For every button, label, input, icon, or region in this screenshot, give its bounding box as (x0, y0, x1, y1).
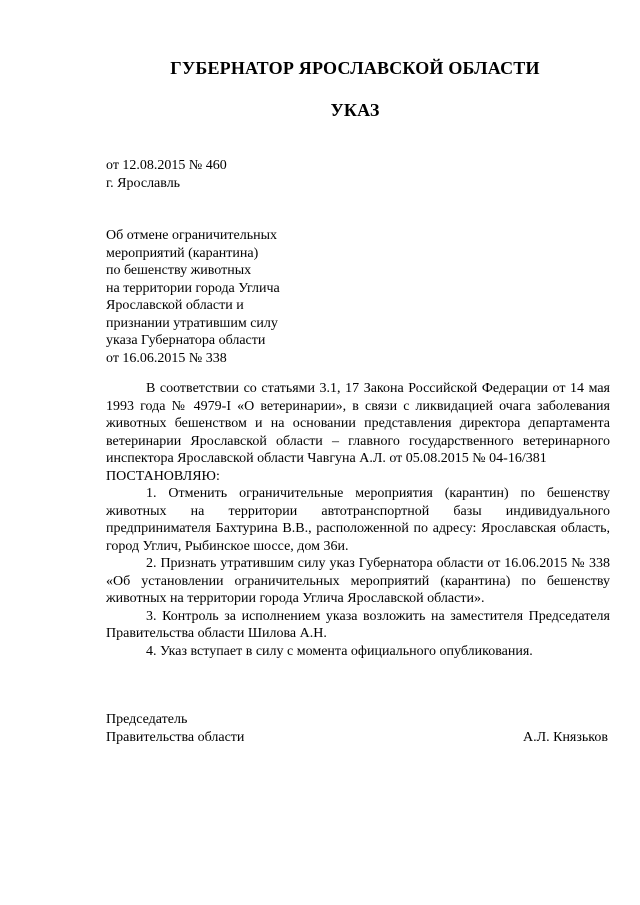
signatory-name: А.Л. Князьков (523, 730, 608, 745)
subject-line: на территории города Углича (106, 280, 280, 296)
document-meta (106, 157, 227, 193)
subject-line: Ярославской области и (106, 298, 244, 313)
decree-item-2: 2. Признать утратившим силу указ Губернатора области от 16.06.2015 № 338 «Об установлении ограничительных мероприятий (карантина) по бешенству животных на территории города Углича Ярославской области». (106, 556, 610, 606)
signatory-position-line: Председатель (106, 712, 188, 727)
preamble-paragraph: В соответствии со статьями 3.1, 17 Закона Российской Федерации от 14 мая 1993 года № 4979-I «О ветеринарии», в связи с ликвидацией очага заболевания животных бешенством и на основании представления директора департамента ветеринарии Ярославской области – главного государственного ветеринарного инспектора Ярославской области Чавгуна А.Л. от 05.08.2015 № 04-16/381 (106, 381, 610, 466)
signatory-position (106, 711, 244, 747)
decree-subject (106, 227, 280, 367)
date-and-number: от 12.08.2015 № 460 (106, 158, 227, 173)
subject-line: от 16.06.2015 № 338 (106, 350, 227, 366)
issue-city: г. Ярославль (106, 176, 181, 191)
subject-line: по бешенству животных (106, 263, 252, 278)
subject-line: признании утратившим силу (106, 315, 278, 331)
subject-line: указа Губернатора области (106, 333, 266, 348)
document-type-heading: УКАЗ (330, 100, 380, 120)
issuing-authority-heading: ГУБЕРНАТОР ЯРОСЛАВСКОЙ ОБЛАСТИ (170, 58, 540, 78)
decree-word: ПОСТАНОВЛЯЮ: (106, 468, 220, 484)
decree-item-1: 1. Отменить ограничительные мероприятия (карантин) по бешенству животных на территории автотранспортной базы индивидуального предпринимателя Бахтурина В.В., расположенной по адресу: Ярославская область, город Углич, Рыбинское шоссе, дом 36и. (106, 486, 610, 554)
subject-line: мероприятий (карантина) (106, 245, 259, 261)
subject-line: Об отмене ограничительных (106, 228, 278, 243)
decree-item-3: 3. Контроль за исполнением указа возложить на заместителя Председателя Правительства области Шилова А.Н. (106, 608, 610, 641)
decree-item-4: 4. Указ вступает в силу с момента официального опубликования. (146, 643, 533, 659)
decree-body (106, 380, 610, 660)
signatory-position-line: Правительства области (106, 730, 245, 745)
